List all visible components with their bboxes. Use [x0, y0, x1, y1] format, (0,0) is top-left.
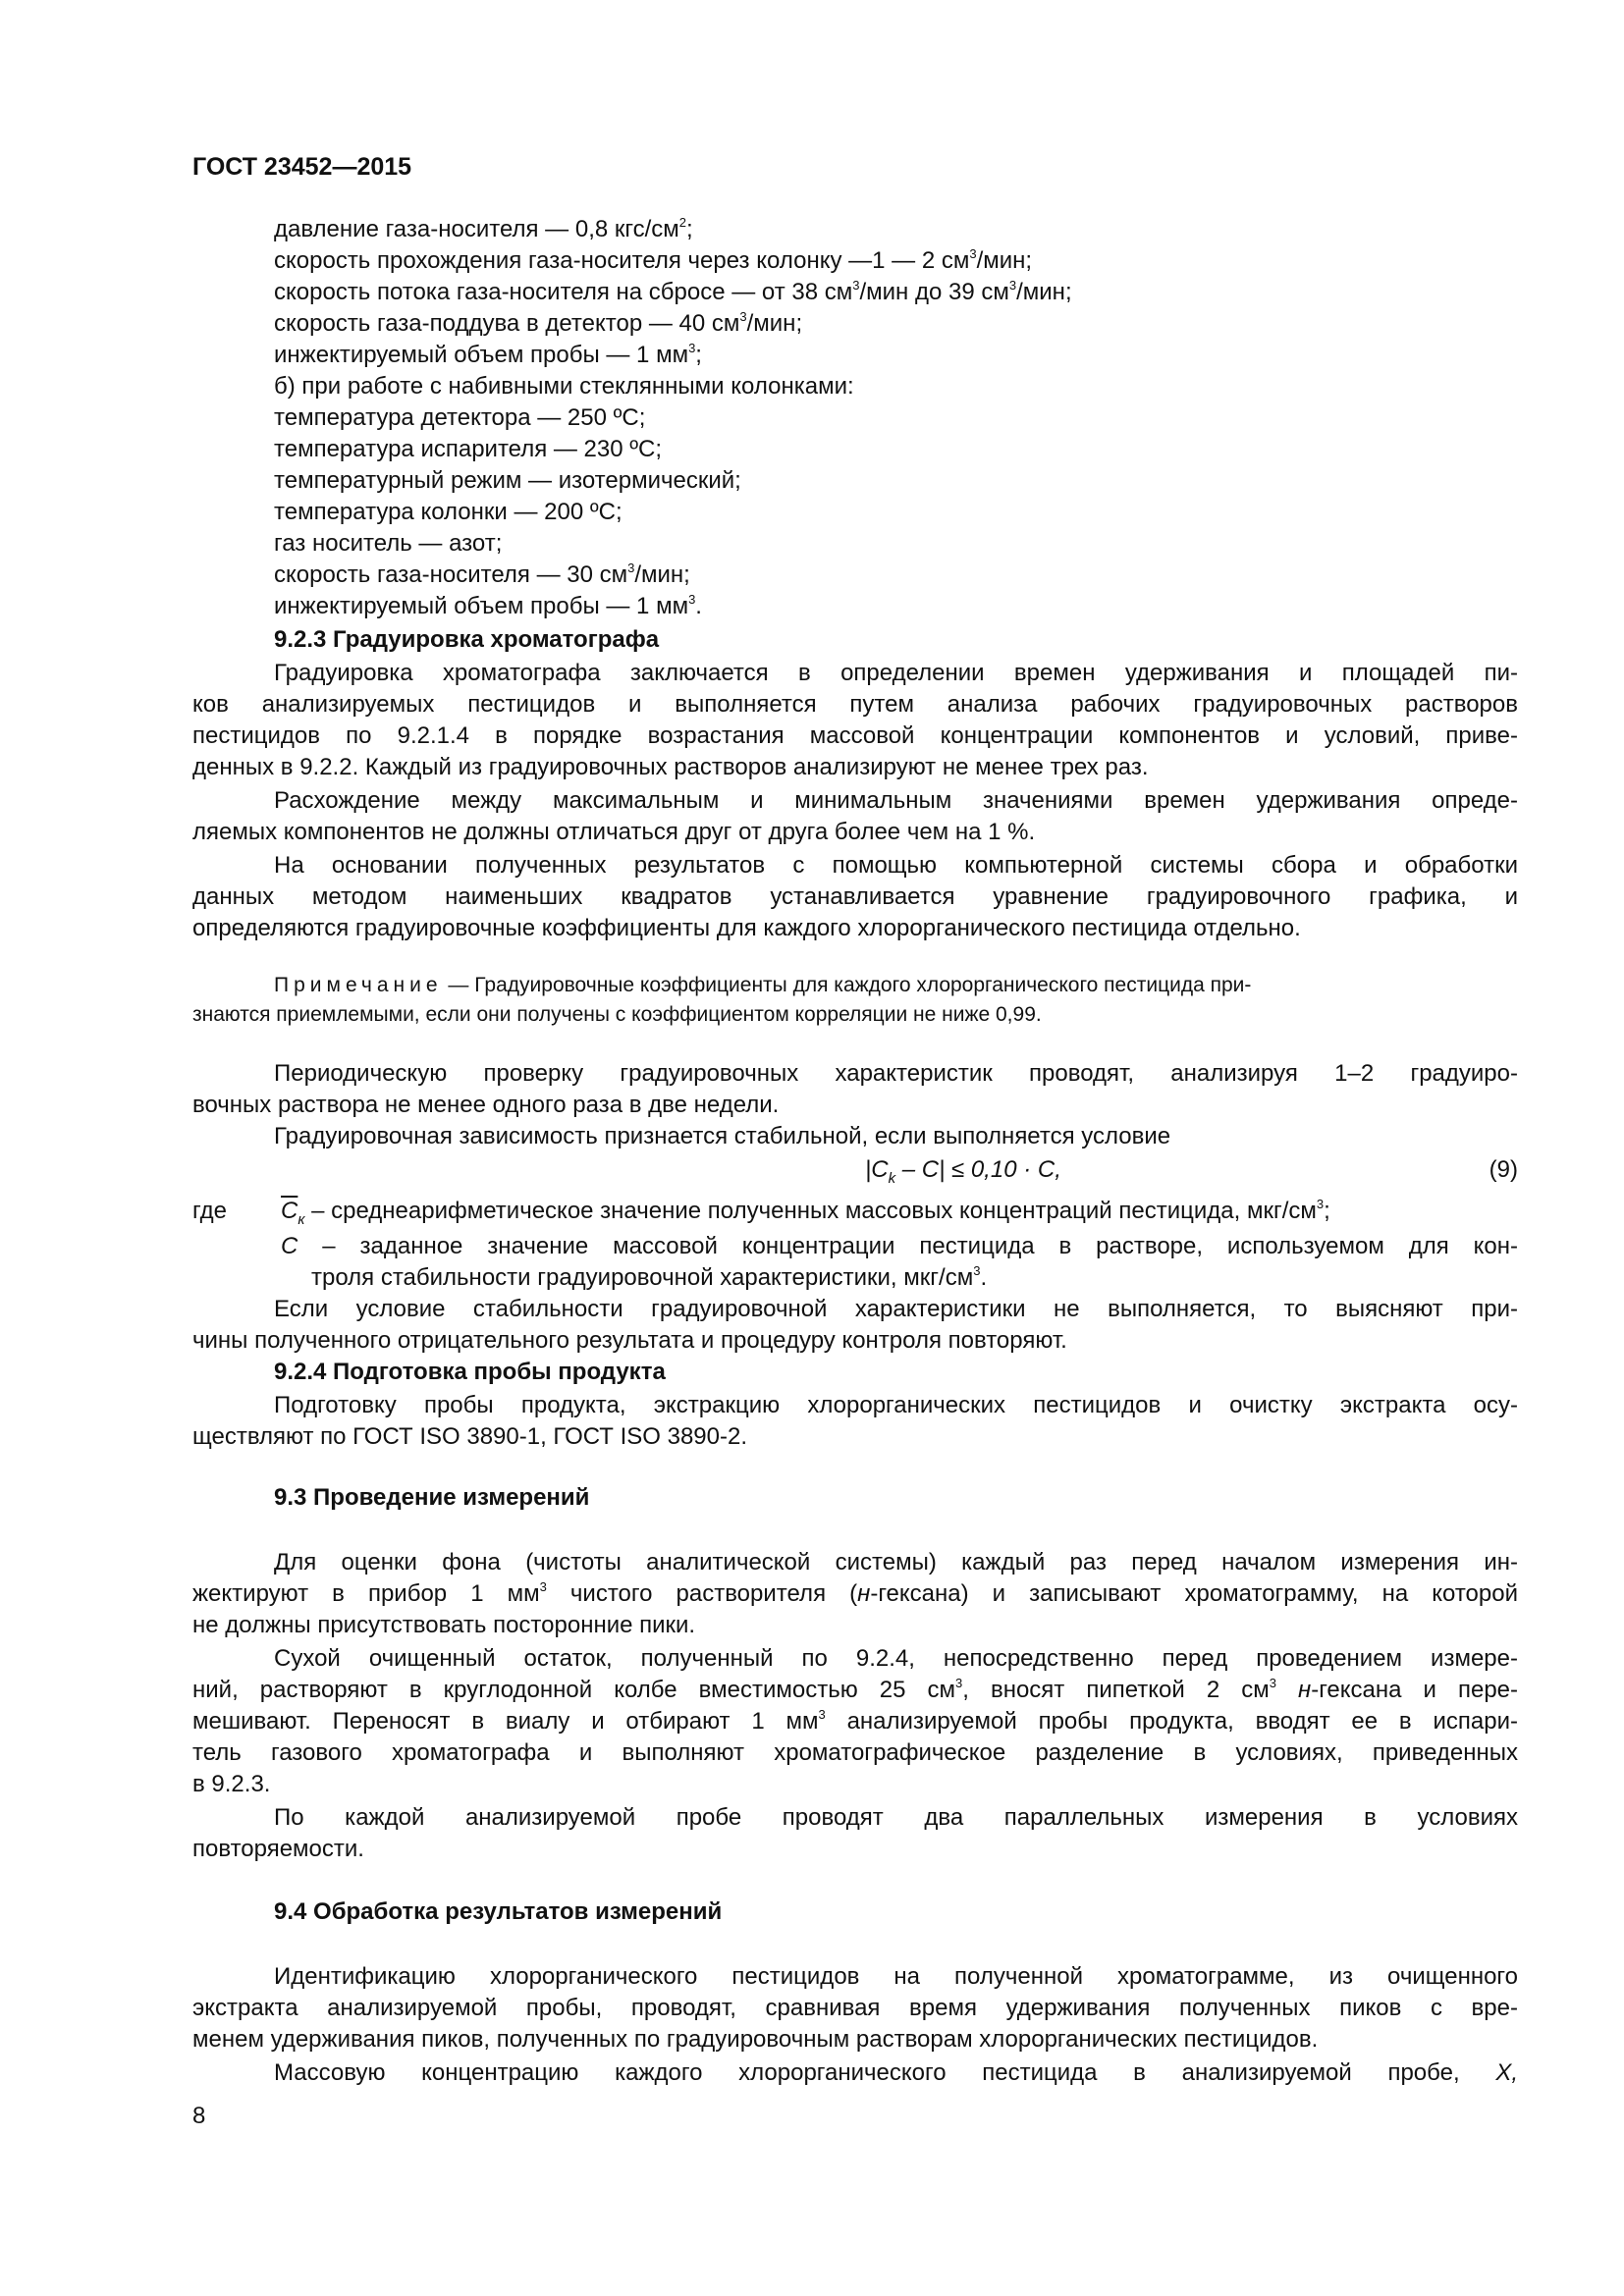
paragraph-line: чины полученного отрицательного результата и процедуру контроля повторяют.	[192, 1327, 1067, 1354]
paragraph-line: Градуировочная зависимость признается стабильной, если выполняется условие	[274, 1123, 1171, 1149]
document-header: ГОСТ 23452—2015	[192, 153, 412, 181]
paragraph-line: На основании полученных результатов с помощью компьютерной системы сбора и обработки	[274, 852, 1518, 879]
section-heading: 9.4 Обработка результатов измерений	[274, 1898, 723, 1925]
where-label: где	[192, 1198, 228, 1224]
param-line: скорость газа-носителя — 30 $см^3$/мин;	[274, 561, 690, 588]
definition-line: $\overline{C}_к$ – среднеарифметическое значение полученных массовых концентраций пестицида, мкг/$см^3$;	[281, 1197, 1330, 1228]
paragraph-line: повторяемости.	[192, 1836, 364, 1862]
paragraph-line: Если условие стабильности градуировочной характеристики не выполняется, то выясняют при-	[274, 1296, 1518, 1322]
paragraph-line: Градуировка хроматографа заключается в определении времен удерживания и площадей пи-	[274, 660, 1518, 686]
paragraph-line: мешивают. Переносят в виалу и отбирают 1 $мм^3$ анализируемой пробы продукта, вводят ее в испари-	[192, 1707, 1518, 1735]
paragraph-line: Подготовку пробы продукта, экстракцию хлорорганических пестицидов и очистку экстракта осу-	[274, 1392, 1518, 1418]
param-line: температура испарителя — 230 ºС;	[274, 436, 663, 462]
paragraph-line: По каждой анализируемой пробе проводят два параллельных измерения в условиях	[274, 1804, 1518, 1831]
paragraph-line: ществляют по ГОСТ ISO 3890-1, ГОСТ ISO 3890-2.	[192, 1423, 748, 1450]
paragraph-line: Сухой очищенный остаток, полученный по 9.2.4, непосредственно перед проведением измере-	[274, 1645, 1518, 1672]
param-line: скорость прохождения газа-носителя через колонку —1 — 2 $см^3$/мин;	[274, 246, 1033, 274]
paragraph-line: ков анализируемых пестицидов и выполняется путем анализа рабочих градуировочных растворов	[192, 691, 1518, 718]
paragraph-line: ний, растворяют в круглодонной колбе вместимостью 25 $см^3$, вносят пипеткой 2 $см^3$ н-гексана и пере-	[192, 1676, 1519, 1703]
param-line: скорость потока газа-носителя на сбросе — от 38 $см^3$/мин до 39 $см^3$/мин;	[274, 278, 1072, 305]
paragraph-line: вочных раствора не менее одного раза в две недели.	[192, 1092, 780, 1118]
section-heading: 9.2.4 Подготовка пробы продукта	[274, 1359, 666, 1385]
paragraph-line: экстракта анализируемой пробы, проводят, сравнивая время удерживания полученных пиков с вре-	[192, 1995, 1518, 2021]
document-body	[192, 0, 1518, 2296]
paragraph-line: Для оценки фона (чистоты аналитической системы) каждый раз перед началом измерения ин-	[274, 1549, 1518, 1575]
paragraph-line: данных методом наименьших квадратов устанавливается уравнение градуировочного графика, и	[192, 883, 1518, 910]
paragraph-line: Массовую концентрацию каждого хлорорганического пестицида в анализируемой пробе, X,	[274, 2059, 1518, 2086]
param-line: б) при работе с набивными стеклянными колонками:	[274, 373, 854, 400]
param-line: скорость газа-поддува в детектор — 40 $см^3$/мин;	[274, 309, 803, 337]
definition-line: C – заданное значение массовой концентрации пестицида в растворе, используемом для кон-	[281, 1233, 1518, 1259]
section-heading: 9.3 Проведение измерений	[274, 1484, 590, 1511]
param-line: инжектируемый объем пробы — 1 $мм^3$;	[274, 341, 702, 368]
page-number: 8	[192, 2103, 206, 2129]
paragraph-line: тель газового хроматографа и выполняют хроматографическое разделение в условиях, приведенных	[192, 1739, 1518, 1766]
formula-number: (9)	[1489, 1156, 1518, 1183]
paragraph-line: не должны присутствовать посторонние пики.	[192, 1612, 696, 1638]
param-line: температурный режим — изотермический;	[274, 467, 741, 494]
note-line: знаются приемлемыми, если они получены с коэффициентом корреляции не ниже 0,99.	[192, 1003, 1042, 1026]
param-line: давление газа-носителя — 0,8 кгс/$см^2$;	[274, 215, 693, 242]
paragraph-line: менем удерживания пиков, полученных по градуировочным растворам хлорорганических пестицидов.	[192, 2026, 1319, 2053]
paragraph-line: ляемых компонентов не должны отличаться друг от друга более чем на 1 %.	[192, 819, 1036, 845]
paragraph-line: Идентификацию хлорорганического пестицидов на полученной хроматограмме, из очищенного	[274, 1963, 1518, 1990]
definition-line: троля стабильности градуировочной характеристики, мкг/$см^3$.	[311, 1263, 988, 1291]
note-line: Примечание — Градуировочные коэффициенты для каждого хлорорганического пестицида при-	[274, 974, 1252, 996]
section-heading: 9.2.3 Градуировка хроматографа	[274, 626, 660, 653]
paragraph-line: Периодическую проверку градуировочных характеристик проводят, анализируя 1–2 градуиро-	[274, 1060, 1518, 1087]
paragraph-line: Расхождение между максимальным и минимальным значениями времен удерживания опреде-	[274, 787, 1518, 814]
note-label: Примечание	[274, 974, 443, 996]
paragraph-line: определяются градуировочные коэффициенты для каждого хлорорганического пестицида отдельно.	[192, 915, 1301, 941]
formula: $|C_k - C| \le 0,10 \cdot C$,	[865, 1156, 1061, 1187]
param-line: газ носитель — азот;	[274, 530, 503, 557]
paragraph-line: денных в 9.2.2. Каждый из градуировочных растворов анализируют не менее трех раз.	[192, 754, 1149, 780]
paragraph-line: пестицидов по 9.2.1.4 в порядке возрастания массовой концентрации компонентов и условий, приве-	[192, 722, 1518, 749]
paragraph-line: в 9.2.3.	[192, 1771, 271, 1797]
param-line: температура колонки — 200 ºС;	[274, 499, 623, 525]
param-line: инжектируемый объем пробы — 1 $мм^3$.	[274, 592, 702, 619]
param-line: температура детектора — 250 ºС;	[274, 404, 646, 431]
paragraph-line: жектируют в прибор 1 $мм^3$ чистого растворителя (н-гексана) и записывают хроматограмму, на которой	[192, 1579, 1519, 1607]
